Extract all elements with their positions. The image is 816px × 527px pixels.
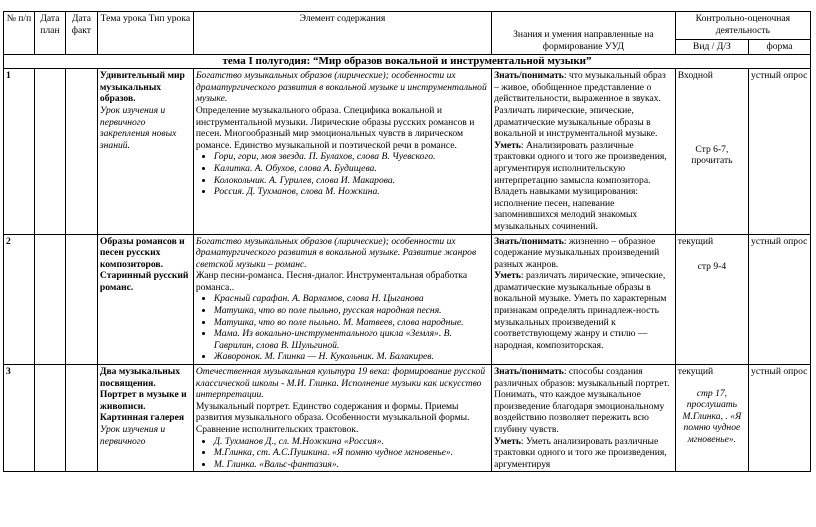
control-view: Входной (677, 70, 713, 82)
table-row (4, 69, 811, 234)
know-text: : способы создания различных образов: музыкальный портрет. Понимать, что каждое музыкальное произведение благодаря эмоциональному воздействию позволяет пережить всю глубину чувств. (494, 366, 670, 435)
row-element (193, 69, 491, 234)
row-num: 3 (4, 365, 35, 472)
list-item: • Жаворонок. М. Глинка — Н. Кукольник. М. Балакирев. (214, 351, 489, 363)
header-row (4, 12, 811, 40)
row-topic (97, 69, 193, 234)
lesson-plan-table (3, 11, 811, 472)
row-fact (65, 234, 97, 365)
row-element (193, 365, 491, 472)
header-element: Элемент содержания (193, 12, 491, 55)
table-row (4, 365, 811, 472)
row-view (675, 69, 748, 234)
homework: Стр 6-7, прочитать (691, 143, 733, 167)
topic-type: Урок изучения и первичного (99, 424, 166, 447)
can-text: : различать лирические, эпические, драматические музыкальные образы в вокальной музыке. Уметь по характерным признакам определять принадлеж-ность музыкальных произведений к соответствующему жанру и стилю — народная, композиторская. (494, 270, 667, 351)
row-element (193, 234, 491, 365)
header-topic: Тема урока Тип урока (97, 12, 193, 55)
header-fact: Дата факт (65, 12, 97, 55)
row-fact (65, 69, 97, 234)
homework: стр 9-4 (697, 261, 727, 273)
list-item: • Красный сарафан. А. Варламов, слова Н. Цыганова (214, 293, 489, 305)
topic-type: Урок изучения и первичного закрепления новых знаний. (99, 104, 177, 151)
row-fact (65, 365, 97, 472)
element-text: Музыкальный портрет. Единство содержания и формы. Приемы развития музыкального образа. Особенности музыкальной формы. Сравнение исполнительских трактовок. (195, 400, 470, 435)
table-row (4, 234, 811, 365)
header-plan: Дата план (34, 12, 65, 55)
row-form: устный опрос (749, 365, 811, 472)
section-title: тема I полугодия: “Мир образов вокальной и инструментальной музыки” (4, 54, 811, 69)
list-item: • Колокольчик. А. Гурилев, слова И. Макарова. (214, 175, 489, 187)
topic-title: Два музыкальных посвящения. Портрет в музыке и живописи. Картинная галерея (99, 366, 187, 424)
row-plan (34, 365, 65, 472)
row-skills (492, 69, 676, 234)
repertoire-list (196, 293, 489, 363)
row-skills (492, 234, 676, 365)
section-row (4, 54, 811, 69)
know-text: : жизненно – образное содержание музыкальных произведений разных жанров. (494, 235, 660, 270)
list-item: • Д. Тухманов Д., сл. М.Ножкина «Россия». (214, 436, 489, 448)
element-intro: Богатство музыкальных образов (лирические); особенности их драматургического развития в вокальной музыке и инструментальной музыке. (195, 70, 487, 105)
list-item: • Калитка. А. Обухов, слова А. Будищева. (214, 163, 489, 175)
can-label: Уметь (494, 435, 521, 447)
list-item: • Мама. Из вокально-инструментального цикла «Земля». В. Гаврилин, слова В. Шульгиной. (214, 328, 489, 351)
header-skills: Знания и умения направленные на формирование УУД (492, 12, 676, 55)
can-text: : Анализировать различные трактовки одного и того же произведения, аргументируя исполнительскую интерпретацию замысла композитора. Владеть навыками музицирования: исполнение песен, напевание запомнившихся мелодий знакомых музыкальных сочинений. (494, 139, 667, 232)
header-form: форма (749, 40, 811, 55)
row-form: устный опрос (749, 234, 811, 365)
know-label: Знать/понимать (494, 70, 564, 82)
element-intro: Отечественная музыкальная культура 19 века: формирование русской классической школы - М.И. Глинка. Исполнение музыки как искусство интерпретации. (195, 366, 486, 401)
list-item: • М.Глинка, ст. А.С.Пушкина. «Я помню чудное мгновенье». (214, 447, 489, 459)
topic-title: Образы романсов и песен русских композиторов. Старинный русский романс. (99, 235, 189, 293)
row-topic (97, 365, 193, 472)
row-num: 1 (4, 69, 35, 234)
row-topic (97, 234, 193, 365)
list-item: • М. Глинка. «Вальс-фантазия». (214, 459, 489, 471)
row-skills (492, 365, 676, 472)
element-intro: Богатство музыкальных образов (лирические); особенности их драматургического развития в вокальной музыке. Развитие жанров светской музыки – романс. (195, 235, 477, 270)
control-view: текущий (677, 235, 714, 247)
row-view (675, 365, 748, 472)
row-plan (34, 234, 65, 365)
repertoire-list (196, 436, 489, 471)
repertoire-list (196, 151, 489, 197)
row-plan (34, 69, 65, 234)
know-text: : что музыкальный образ – живое, обобщенное представление о действительности, выраженное в звуках. Различать лирические, эпические, драматические музыкальные образы в вокальной и инструментальной музыке. (494, 70, 666, 140)
list-item: • Матушка, что во поле пыльно, русская народная песня. (214, 305, 489, 317)
can-text: : Уметь анализировать различные трактовки одного и того же произведения, аргументируя (494, 435, 667, 470)
row-num: 2 (4, 234, 35, 365)
header-num: № п/п (4, 12, 35, 55)
know-label: Знать/понимать (494, 235, 564, 247)
know-label: Знать/понимать (494, 366, 564, 378)
element-text: Определение музыкального образа. Специфика вокальной и инструментальной музыки. Лирические образы русских романсов и песен. Многообразный мир эмоциональных чувств в лирическом романсе. Единство музыкальной и поэтической речи в романсе. (195, 104, 475, 151)
list-item: • Россия. Д. Тухманов, слова М. Ножкина. (214, 186, 489, 198)
control-view: текущий (677, 366, 714, 378)
can-label: Уметь (494, 270, 521, 282)
row-view (675, 234, 748, 365)
list-item: • Гори, гори, моя звезда. П. Булахов, слова В. Чуевского. (214, 151, 489, 163)
topic-title: Удивительный мир музыкальных образов. (99, 70, 185, 105)
can-label: Уметь (494, 139, 521, 151)
row-form: устный опрос (749, 69, 811, 234)
element-text: Жанр песни-романса. Песня-диалог. Инструментальная обработка романса.. (195, 270, 468, 293)
header-view-dz: Вид / Д/З (675, 40, 748, 55)
header-control: Контрольно-оценочная деятельность (675, 12, 810, 40)
list-item: • Матушка, что во поле пыльно. М. Матвеев, слова народные. (214, 317, 489, 329)
homework: стр 17, прослушать М.Глинка, . «Я помню чудное мгновенье». (682, 387, 742, 445)
